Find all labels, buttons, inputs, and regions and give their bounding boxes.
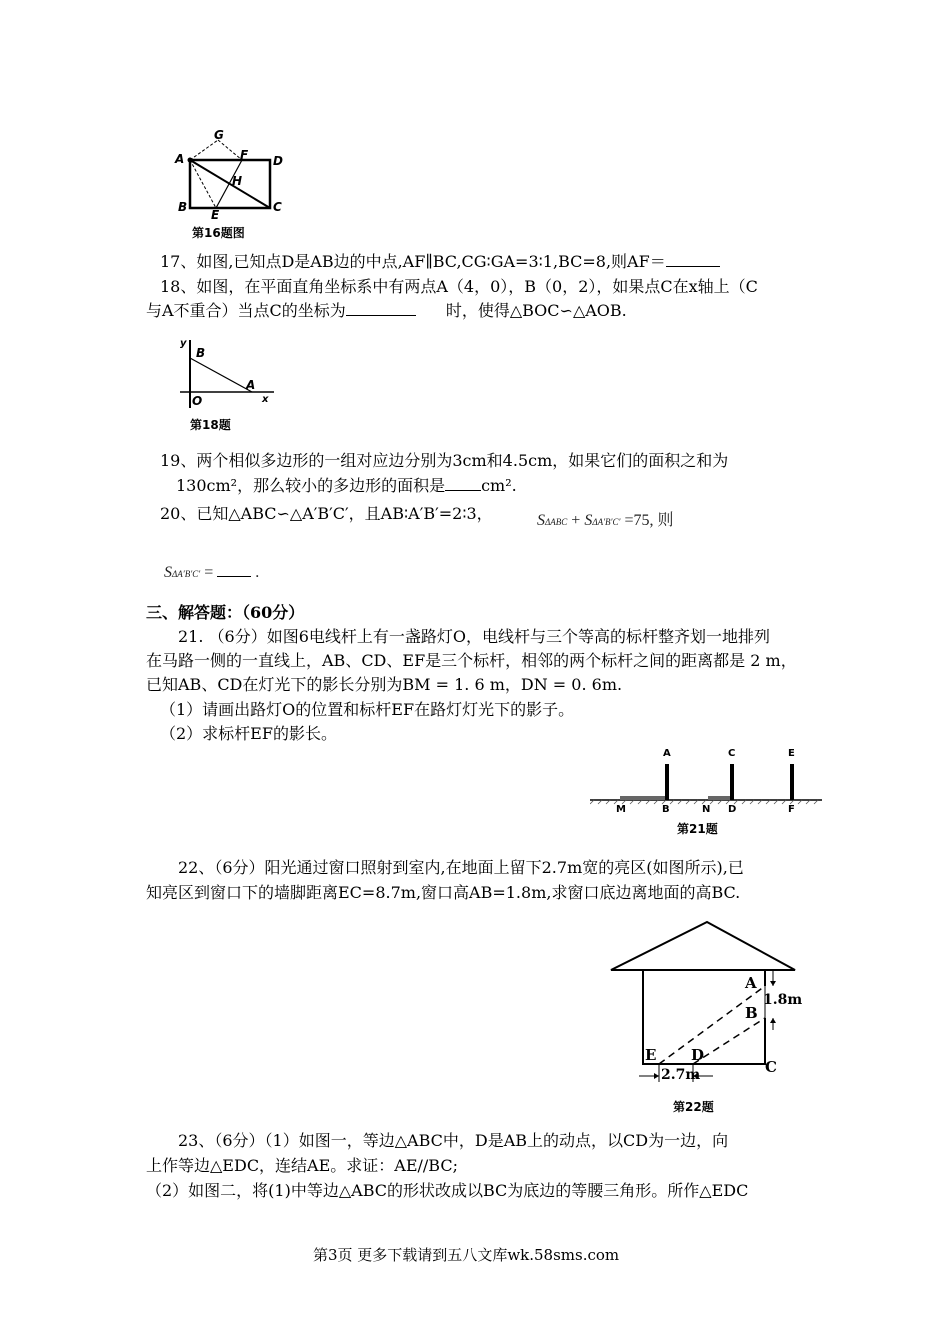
q20-s2: S xyxy=(584,512,593,529)
figure-21 xyxy=(590,748,822,838)
q17-answer-blank xyxy=(666,252,720,267)
q19-line1: 19、两个相似多边形的一组对应边分别为3cm和4.5cm，如果它们的面积之和为 xyxy=(160,451,729,470)
q20-then: 则 xyxy=(657,512,674,529)
fig22-label-a: A xyxy=(745,974,757,992)
q21-line4: （1）请画出路灯O的位置和标杆EF在路灯灯光下的影子。 xyxy=(160,700,575,719)
q18-line2a: 与A不重合）当点C的坐标为 xyxy=(146,301,346,320)
q21-line2: 在马路一侧的一直线上，AB、CD、EF是三个标杆，相邻的两个标杆之间的距离都是 2 m， xyxy=(146,651,797,670)
q21-line1: 21. （6分）如图6电线杆上有一盏路灯O，电线杆与三个等高的标杆整齐划一地排列 xyxy=(178,627,771,646)
fig21-caption: 第21题 xyxy=(677,822,718,836)
q23-line2: 上作等边△EDC，连结AE。求证：AE//BC; xyxy=(146,1156,458,1175)
fig18-label-y: y xyxy=(180,338,187,349)
fig18-caption: 第18题 xyxy=(190,418,231,432)
fig22-label-c: C xyxy=(765,1058,777,1076)
figure-22 xyxy=(605,918,815,1118)
q19-answer-blank xyxy=(445,476,481,491)
fig22-caption: 第22题 xyxy=(673,1100,714,1114)
figure-18 xyxy=(176,336,276,434)
fig18-label-o: O xyxy=(192,394,203,408)
fig22-label-d: D xyxy=(691,1046,705,1064)
q20-eq75: =75, xyxy=(624,512,654,529)
fig18-label-b: B xyxy=(196,346,206,360)
fig16-label-c: C xyxy=(273,200,282,214)
fig21-label-d: D xyxy=(728,804,737,815)
q18-line1: 18、如图，在平面直角坐标系中有两点A（4，0），B（0，2），如果点C在x轴上（C xyxy=(160,277,758,296)
fig21-label-m: M xyxy=(616,804,626,815)
q21-line3: 已知AB、CD在灯光下的影长分别为BM = 1. 6 m，DN = 0. 6m. xyxy=(146,675,623,694)
fig18-label-a: A xyxy=(246,378,256,392)
q20-answer-blank xyxy=(217,566,251,577)
fig21-label-b: B xyxy=(662,804,670,815)
q19-line2a: 130cm²，那么较小的多边形的面积是 xyxy=(176,476,446,495)
fig22-label-e: E xyxy=(645,1046,657,1064)
question-19-line2 xyxy=(176,475,517,497)
q20-eq: = xyxy=(204,564,214,581)
fig16-label-d: D xyxy=(273,154,283,168)
q20-sub1: ΔABC xyxy=(545,517,568,527)
q20-s3: S xyxy=(164,564,172,581)
q22-line2: 知亮区到窗口下的墙脚距离EC=8.7m,窗口高AB=1.8m,求窗口底边离地面的高BC. xyxy=(146,883,741,902)
fig22-label-b: B xyxy=(745,1004,758,1022)
q17-text: 17、如图,已知点D是AB边的中点,AF∥BC,CG∶GA=3∶1,BC=8,则AF＝ xyxy=(160,252,666,271)
fig16-label-g: G xyxy=(214,128,224,142)
q20-s1: S xyxy=(537,512,545,529)
fig16-label-b: B xyxy=(178,200,188,214)
fig22-label-ab: 1.8m xyxy=(763,992,803,1008)
fig16-label-a: A xyxy=(175,152,185,166)
section-3-title: 三、解答题：（60分） xyxy=(146,603,305,622)
fig21-label-c: C xyxy=(728,748,736,759)
q20-plus: + xyxy=(571,512,581,529)
fig18-label-x: x xyxy=(262,394,269,405)
q20-sub3: ΔA′B′C′ xyxy=(172,569,201,579)
q20-formula xyxy=(537,510,674,533)
fig21-label-e: E xyxy=(788,748,795,759)
page-footer: 第3页 更多下载请到五八文库wk.58sms.com xyxy=(313,1246,620,1264)
fig21-label-f: F xyxy=(788,804,795,815)
fig16-label-e: E xyxy=(211,208,220,222)
q20-dot: . xyxy=(255,564,260,581)
question-17 xyxy=(160,251,720,273)
figure-16 xyxy=(170,128,290,240)
fig16-label-f: F xyxy=(240,148,249,162)
fig21-label-a: A xyxy=(663,748,671,759)
question-18-line2 xyxy=(146,300,627,322)
q19-line2b: cm². xyxy=(481,476,517,495)
q18-line2b: 时，使得△BOC∽△AOB. xyxy=(445,301,627,320)
q20-line1: 20、已知△ABC∽△A′B′C′，且AB∶A′B′=2∶3， xyxy=(160,504,493,523)
q23-line1: 23、（6分）（1）如图一，等边△ABC中，D是AB上的动点，以CD为一边，向 xyxy=(178,1131,729,1150)
figure-18-diagram xyxy=(176,336,276,416)
fig16-label-h: H xyxy=(232,174,243,188)
q22-line1: 22、（6分）阳光通过窗口照射到室内,在地面上留下2.7m宽的亮区(如图所示),已 xyxy=(178,858,744,877)
q20-answer xyxy=(164,562,259,585)
q21-line5: （2）求标杆EF的影长。 xyxy=(160,724,337,743)
q20-sub2: ΔA′B′C′ xyxy=(592,517,621,527)
q18-answer-blank xyxy=(346,301,416,316)
q23-line3: （2）如图二，将(1)中等边△ABC的形状改成以BC为底边的等腰三角形。所作△EDC xyxy=(146,1181,749,1200)
fig21-label-n: N xyxy=(702,804,711,815)
fig22-label-ed: 2.7m xyxy=(661,1067,701,1083)
fig16-caption: 第16题图 xyxy=(192,226,245,240)
